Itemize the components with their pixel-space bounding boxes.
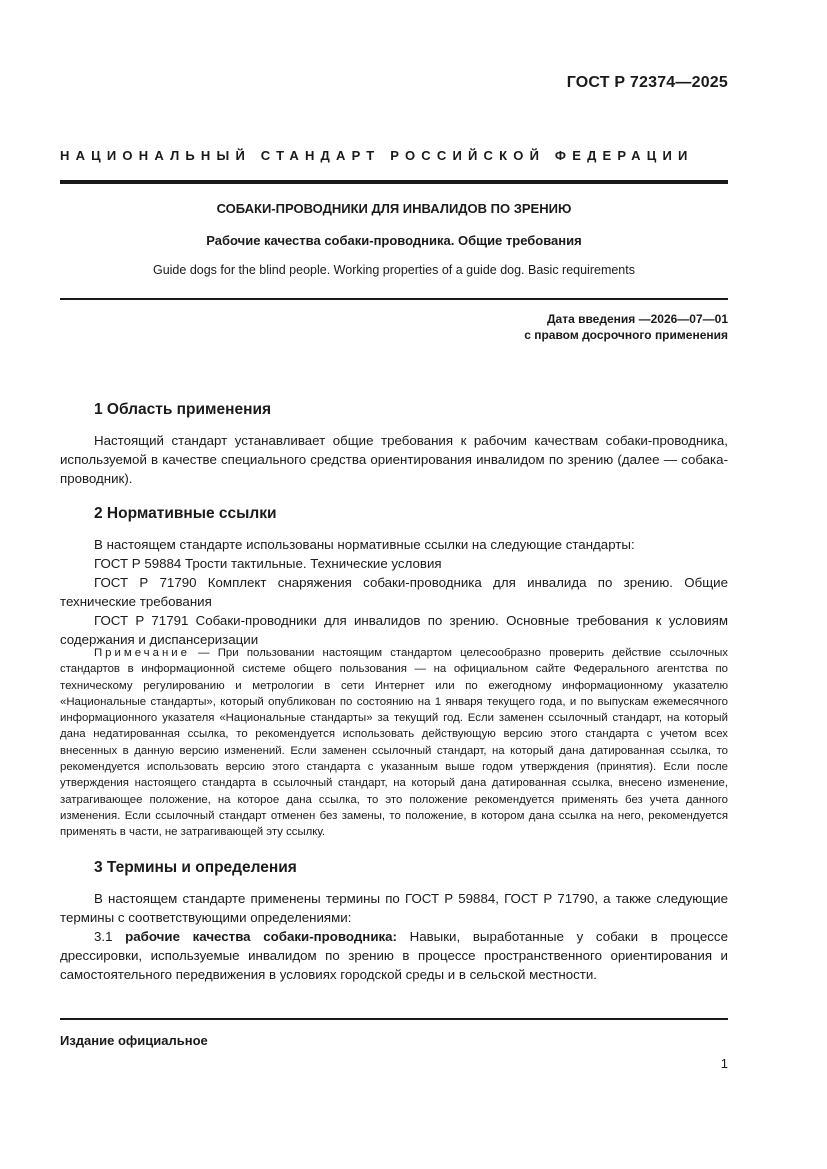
terms-intro: В настоящем стандарте применены термины по ГОСТ Р 59884, ГОСТ Р 71790, а также следующие термины с соответствующими определениями: (60, 891, 728, 925)
reference-item: ГОСТ Р 71791 Собаки-проводники для инвалидов по зрению. Основные требования к условиям содержания и диспансеризации (60, 613, 728, 647)
section-3-heading: 3 Термины и определения (94, 859, 297, 876)
section-1-text: Настоящий стандарт устанавливает общие требования к рабочим качествам собаки-проводника, используемой в качестве специального средства ориентирования инвалидом по зрению (далее — собака-проводник). (60, 433, 728, 486)
section-1-heading: 1 Область применения (94, 401, 272, 418)
term-entry (60, 927, 728, 984)
header-divider (60, 180, 728, 184)
footer-divider (60, 1018, 728, 1020)
official-edition-label: Издание официальное (60, 1033, 208, 1048)
national-standard-banner: НАЦИОНАЛЬНЫЙ СТАНДАРТ РОССИЙСКОЙ ФЕДЕРАЦИИ (60, 148, 694, 163)
gost-code: ГОСТ Р 72374—2025 (566, 74, 728, 91)
section-3-body (60, 889, 728, 984)
section-2-heading: 2 Нормативные ссылки (94, 505, 277, 522)
note-label: Примечание (94, 647, 190, 659)
term-name: рабочие качества собаки-проводника: (125, 929, 397, 944)
early-application-line: с правом досрочного применения (524, 328, 728, 342)
section-2-body (60, 535, 728, 649)
term-number: 3.1 (94, 929, 113, 944)
references-note (60, 645, 728, 841)
term-definition: Навыки, выработанные у собаки в процессе дрессировки, используемые инвалидом по зрению в процессе пространственного ориентирования и самостоятельного передвижения в условиях городской среды и в сельской местности. (60, 929, 728, 982)
page-number: 1 (720, 1056, 728, 1071)
reference-item: ГОСТ Р 71790 Комплект снаряжения собаки-проводника для инвалида по зрению. Общие технические требования (60, 575, 728, 609)
reference-item: ГОСТ Р 59884 Трости тактильные. Технические условия (94, 556, 442, 571)
date-line: Дата введения —2026—07—01 (546, 312, 728, 326)
note-text: — При пользовании настоящим стандартом целесообразно проверить действие ссылочных стандартов в информационной системе общего пользования — на официальном сайте Федерального агентства по техническому регулированию и метрологии в сети Интернет или по ежегодному информационному указателю «Национальные стандарты», который опубликован по состоянию на 1 января текущего года, и по выпускам ежемесячного информационного указателя «Национальные стандарты» за текущий год. Если заменен ссылочный стандарт, на который дана недатированная ссылка, то рекомендуется использовать действующую версию этого стандарта с учетом всех внесенных в данную версию изменений. Если заменен ссылочный стандарт, на который дана датированная ссылка, то рекомендуется использовать версию этого стандарта с указанным выше годом утверждения (принятия). Если после утверждения настоящего стандарта в ссылочный стандарт, на который дана датированная ссылка, внесено изменение, затрагивающее положение, на которое дана ссылка, то это положение рекомендуется применять без учета данного изменения. Если ссылочный стандарт отменен без замены, то положение, в котором дана ссылка на него, рекомендуется применять в части, не затрагивающей эту ссылку. (60, 647, 728, 839)
introduction-date (524, 311, 728, 343)
document-subtitle: Рабочие качества собаки-проводника. Общие требования (206, 233, 582, 248)
document-title: СОБАКИ-ПРОВОДНИКИ ДЛЯ ИНВАЛИДОВ ПО ЗРЕНИЮ (216, 201, 572, 216)
title-divider (60, 298, 728, 300)
english-title: Guide dogs for the blind people. Working properties of a guide dog. Basic requirements (152, 263, 635, 277)
section-1-body (60, 431, 728, 488)
references-intro: В настоящем стандарте использованы нормативные ссылки на следующие стандарты: (94, 537, 635, 552)
